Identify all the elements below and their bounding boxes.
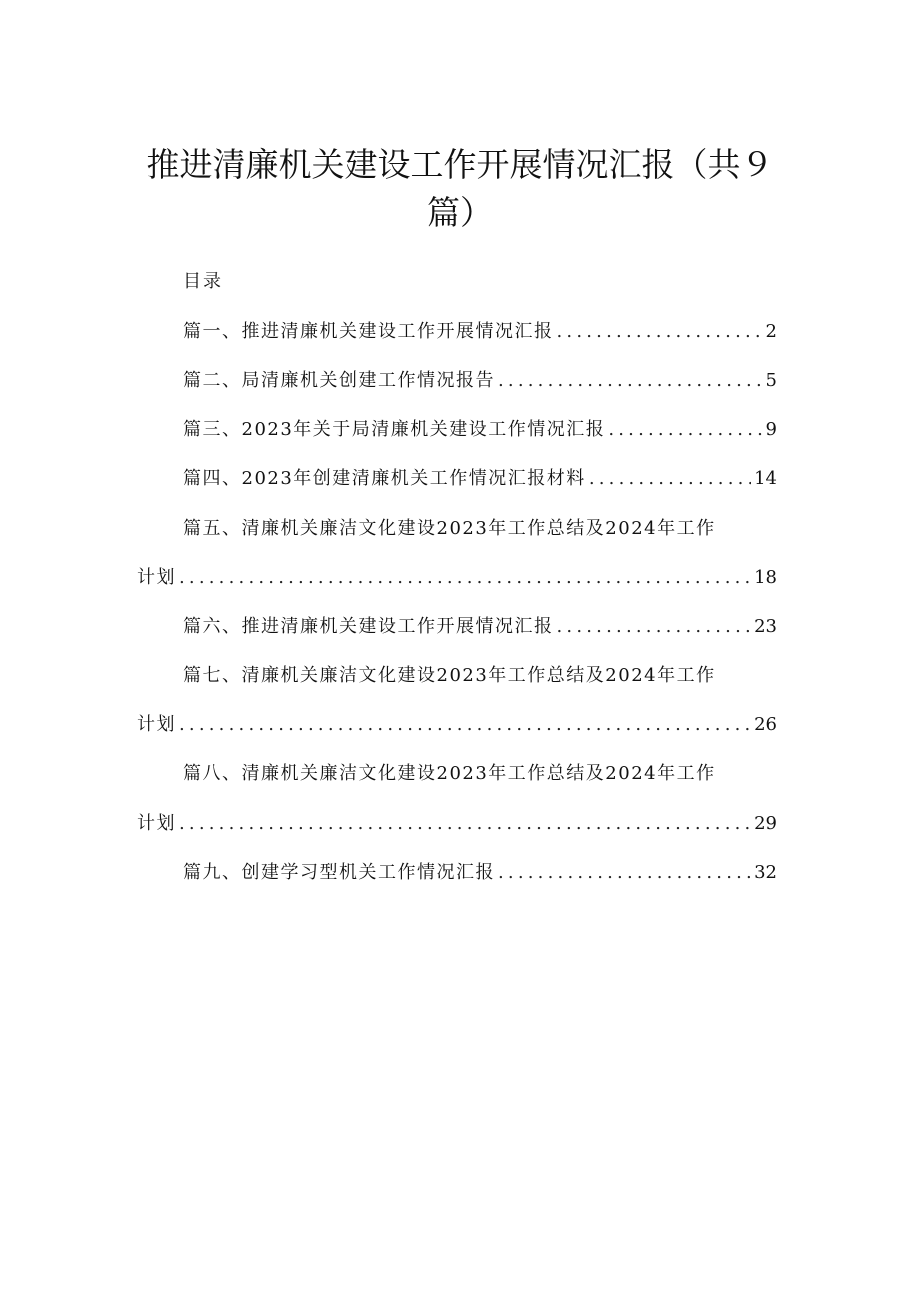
toc-leader-dots — [179, 566, 751, 590]
toc-entry-7[interactable] — [137, 713, 777, 737]
toc-entry-3[interactable] — [183, 418, 777, 442]
toc-entry-8[interactable] — [137, 812, 777, 836]
toc-entry-9[interactable] — [183, 861, 777, 885]
toc-page-number: 23 — [754, 616, 777, 637]
toc-leader-dots — [557, 615, 752, 639]
toc-page-number: 2 — [765, 321, 777, 342]
toc-leader-dots — [498, 861, 751, 885]
toc-leader-dots — [498, 369, 763, 393]
toc-entry-title: 篇四、2023年创建清廉机关工作情况汇报材料 — [183, 468, 586, 489]
toc-leader-dots — [179, 812, 751, 836]
toc-leader-dots — [589, 467, 751, 491]
toc-page-number: 18 — [754, 567, 777, 588]
toc-entry-title: 篇一、推进清廉机关建设工作开展情况汇报 — [183, 321, 554, 342]
document-title-line-1: 推进清廉机关建设工作开展情况汇报（共９ — [146, 145, 774, 184]
toc-page-number: 32 — [754, 862, 777, 883]
toc-entry-7-title-line-1[interactable]: 篇七、清廉机关廉洁文化建设2023年工作总结及2024年工作 — [183, 665, 716, 686]
toc-entry-1[interactable] — [183, 320, 777, 344]
toc-entry-6[interactable] — [183, 615, 777, 639]
toc-entry-4[interactable] — [183, 467, 777, 491]
toc-entry-title: 计划 — [137, 714, 176, 735]
toc-page-number: 5 — [765, 370, 777, 391]
toc-entry-5-title-line-1[interactable]: 篇五、清廉机关廉洁文化建设2023年工作总结及2024年工作 — [183, 518, 716, 539]
toc-entry-5[interactable] — [137, 566, 777, 590]
toc-entry-8-title-line-1[interactable]: 篇八、清廉机关廉洁文化建设2023年工作总结及2024年工作 — [183, 763, 716, 784]
document-title-line-2: 篇） — [427, 193, 493, 232]
toc-entry-title: 篇三、2023年关于局清廉机关建设工作情况汇报 — [183, 419, 606, 440]
toc-page-number: 9 — [765, 419, 777, 440]
toc-leader-dots — [179, 713, 751, 737]
toc-entry-title: 篇九、创建学习型机关工作情况汇报 — [183, 862, 495, 883]
toc-heading: 目录 — [183, 271, 223, 292]
toc-page-number: 14 — [754, 468, 777, 489]
toc-entry-title: 篇六、推进清廉机关建设工作开展情况汇报 — [183, 616, 554, 637]
toc-page-number: 26 — [754, 714, 777, 735]
toc-entry-title: 篇二、局清廉机关创建工作情况报告 — [183, 370, 495, 391]
toc-entry-2[interactable] — [183, 369, 777, 393]
toc-leader-dots — [557, 320, 763, 344]
toc-page-number: 29 — [754, 813, 777, 834]
toc-entry-title: 计划 — [137, 813, 176, 834]
toc-leader-dots — [608, 418, 762, 442]
toc-entry-title: 计划 — [137, 567, 176, 588]
